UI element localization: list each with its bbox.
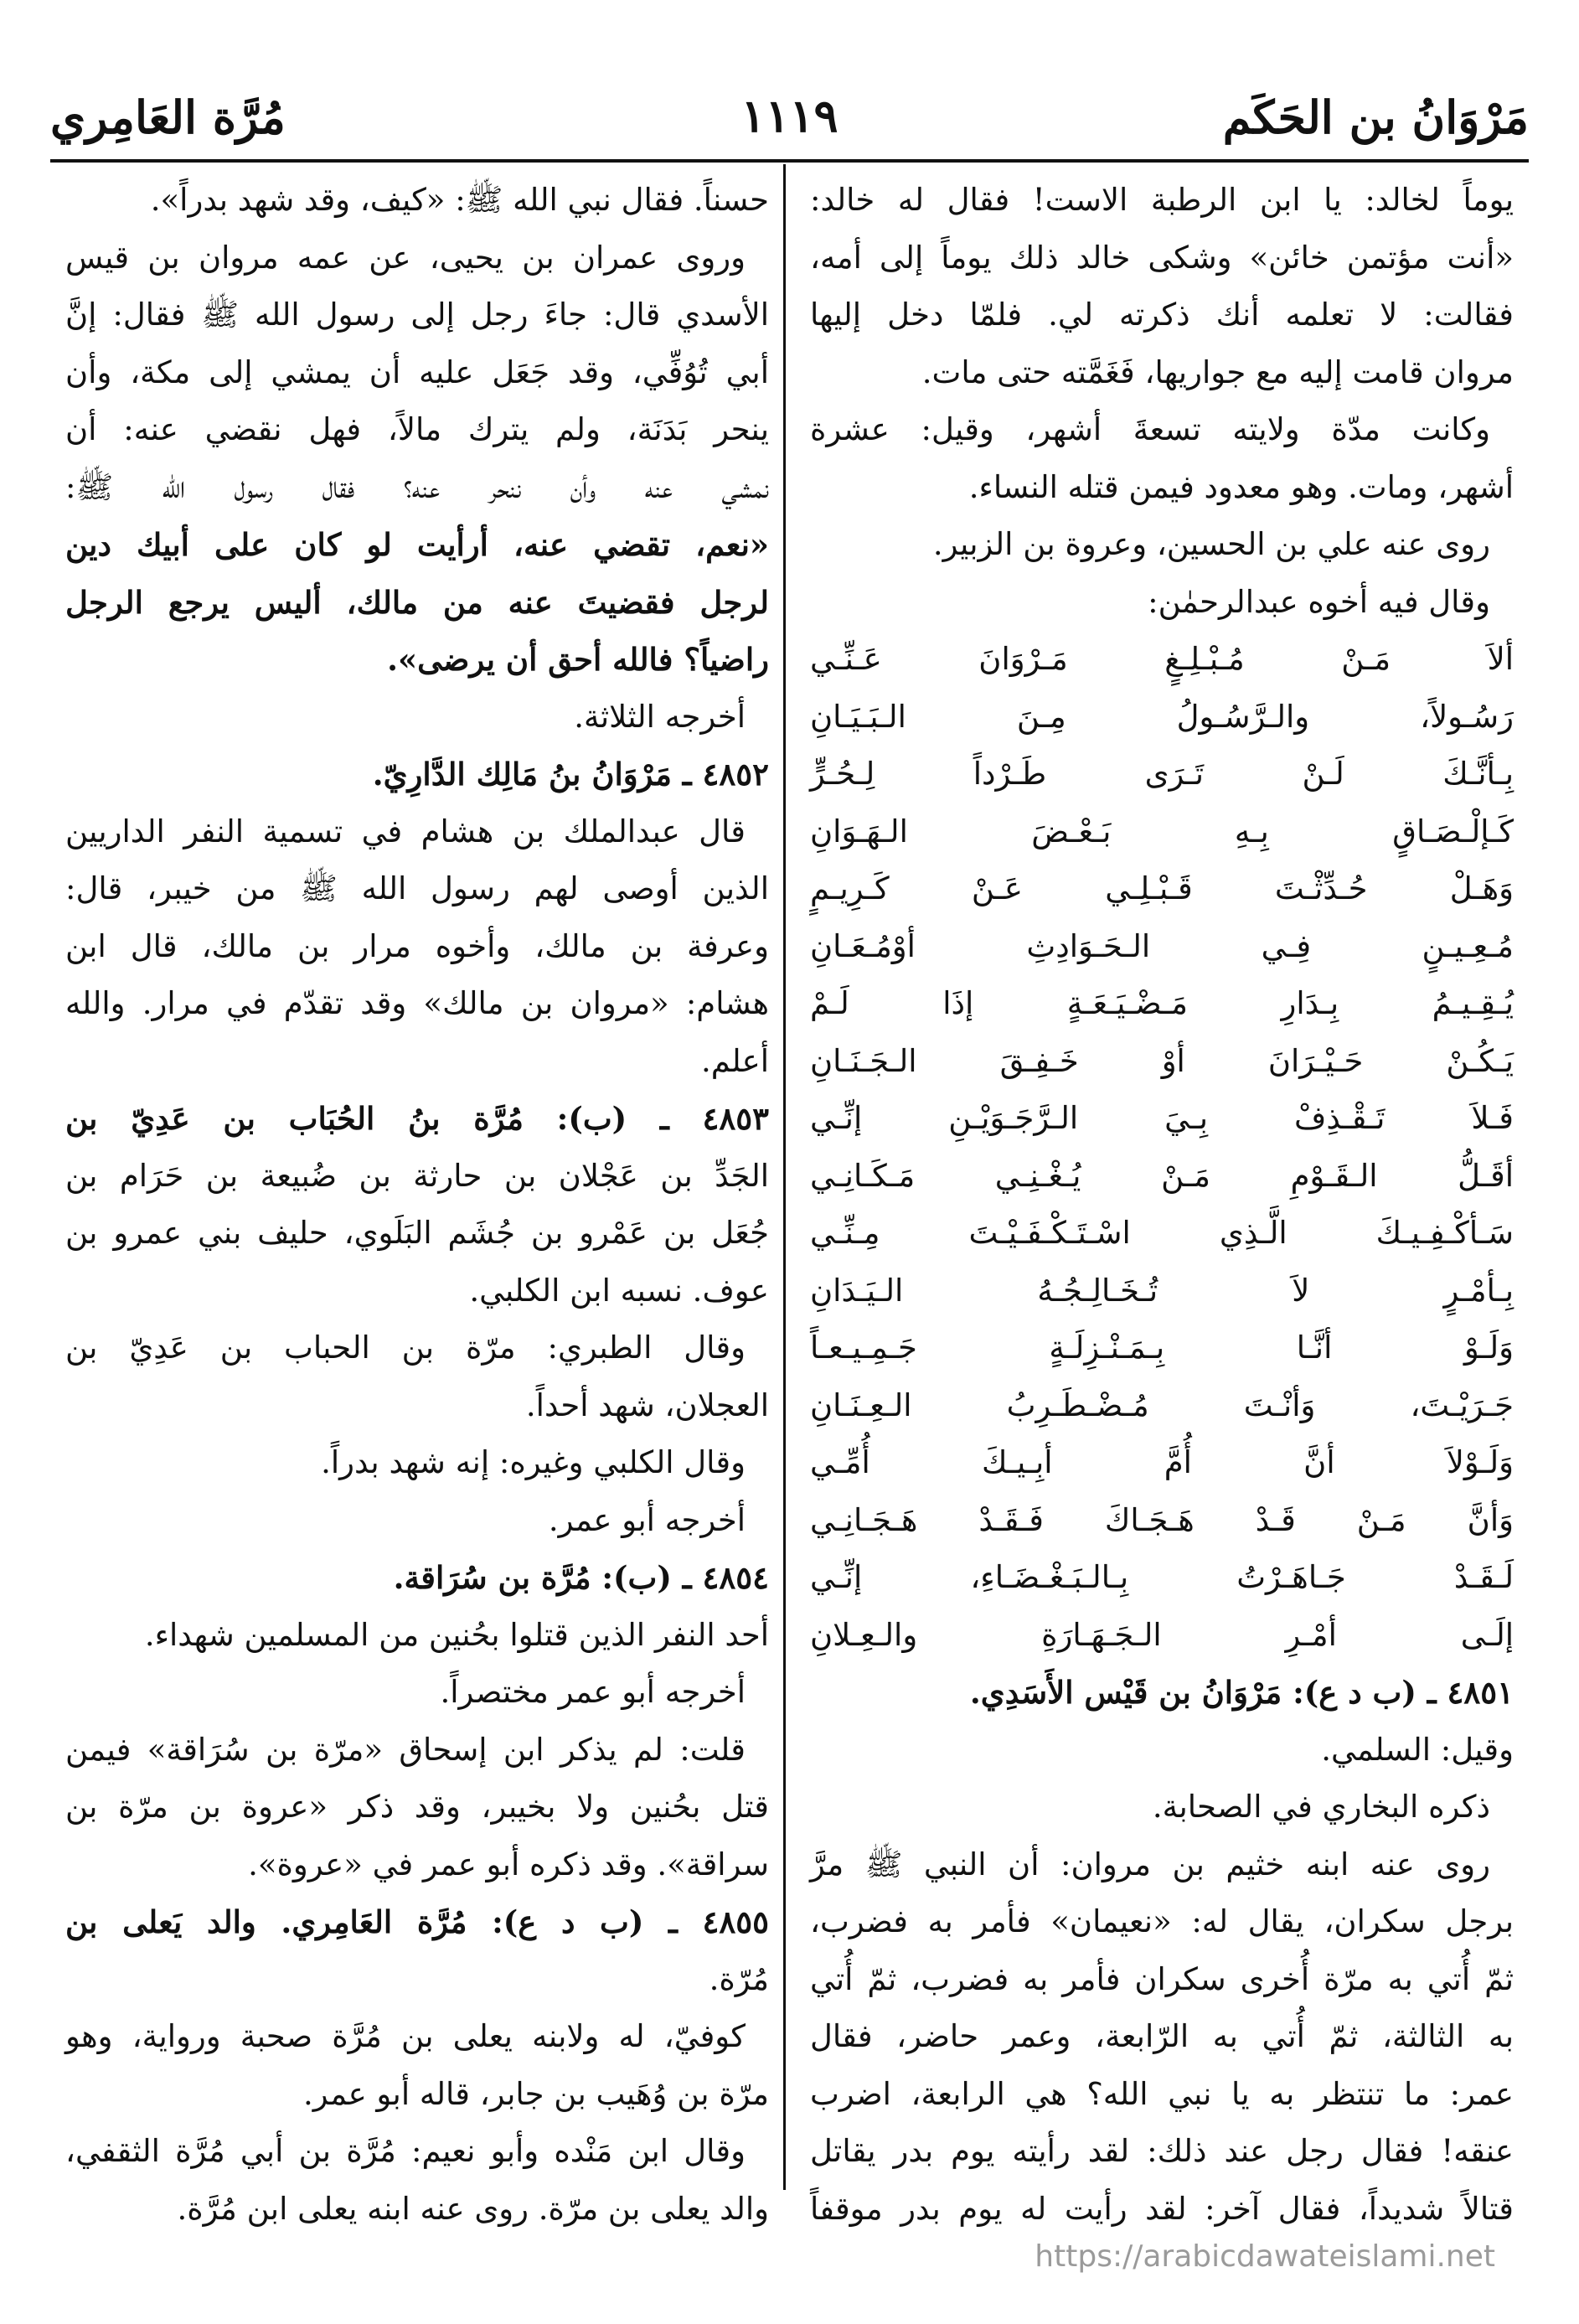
poem-line: يُـقِـيـمُ بِـدَارِ مَـضْـيَـعَـةٍ إذَا لَـمْ (810, 985, 1514, 1021)
text-line: لرجل فقضيتَ عنه من مالك، أليس يرجع الرجل (65, 583, 769, 621)
text-line: يوماً لخالد: يا ابن الرطبة الاست! فقال له خالد: (810, 182, 1514, 218)
running-title-left: مُرَّة العَامِري (50, 90, 286, 144)
text-line: سراقة». وقد ذكره أبو عمر في «عروة». (248, 1846, 769, 1882)
text-line: نمشي عنه وأن ننحر عنه؟ فقال رسول الله ﷺ: (65, 468, 769, 505)
text-line: هشام: «مروان بن مالك» وقد تقدّم في مرار. والله (65, 985, 769, 1021)
poem-line: رَسُـولاً، والـرَّسُـولُ مِـنَ الـبَـيَـانِ (810, 698, 1514, 735)
text-line: عوف. نسبه ابن الكلبي. (469, 1272, 769, 1309)
text-line: وقال فيه أخوه عبدالرحمٰن: (1148, 583, 1490, 620)
column-divider (783, 164, 786, 2190)
right-column (810, 172, 1514, 2227)
entry-heading: ٤٨٥٣ ـ (ب): مُرَّة بنُ الحُبَاب بن عَدِيّ بن (65, 1100, 769, 1137)
text-line: برجل سكران، يقال له: «نعيمان» فأمر به فضرب، (810, 1903, 1514, 1939)
text-line: قلت: لم يذكر ابن إسحاق «مرّة بن سُرَاقة» فيمن (65, 1731, 746, 1768)
header-rule (50, 159, 1529, 163)
text-line: «نعم، تقضي عنه، أرأيت لو كان على أبيك دين (65, 526, 769, 563)
watermark-url: https://arabicdawateislami.net (1035, 2239, 1495, 2274)
text-line: وقيل: السلمي. (1321, 1731, 1514, 1768)
poem-line: جَـرَيْـتَ، وَأنْـتَ مُـضْـطَـرِبُ الـعِـنَـانِ (810, 1387, 1514, 1423)
poem-line: وَهَـلْ حُـدِّثْـتَ قَـبْـلِـي عَـنْ كَـرِيـمٍ (810, 870, 1514, 906)
text-line: ثمّ أُتي به مرّة أُخرى سكران فأمر به فضرب، ثمّ أُتي (810, 1960, 1514, 1997)
text-line: ذكره البخاري في الصحابة. (1152, 1789, 1490, 1825)
left-column (65, 172, 769, 2227)
text-line: وقال الكلبي وغيره: إنه شهد بدراً. (321, 1444, 746, 1480)
entry-heading: ٤٨٥١ ـ (ب د ع): مَرْوَانُ بن قَيْس الأَسَدِي. (969, 1674, 1514, 1711)
poem-line: فَـلاَ تَـقْـذِفْ بِـيَ الـرَّجَـوَيْـنِ إنِّـي (810, 1100, 1514, 1136)
page-number: ١١١٩ (740, 89, 839, 142)
poem-line: أقَـلُّ الـقَـوْمِ مَـنْ يُـغْـنِـي مَـكَـانِـي (810, 1157, 1514, 1194)
text-line: الأسدي قال: جاءَ رجل إلى رسول الله ﷺ فقال: إنَّ (65, 297, 769, 333)
text-line: العجلان، شهد أحداً. (525, 1387, 769, 1423)
text-line: فقالت: لا تعلمه أنك ذكرته لي. فلمّا دخل إليها (810, 297, 1514, 333)
entry-heading: ٤٨٥٤ ـ (ب): مُرَّة بن سُرَاقة. (393, 1559, 769, 1596)
text-line: وكانت مدّة ولايته تسعةَ أشهر، وقيل: عشرة (810, 411, 1490, 447)
text-line: أعلم. (701, 1042, 769, 1079)
text-line: قال عبدالملك بن هشام في تسمية النفر الداريين (65, 813, 746, 850)
poem-line: إلَـى أمْـرِ الـجَـهَـارَةِ والـعِـلانِ (810, 1616, 1514, 1653)
text-line: أخرجه أبو عمر مختصراً. (440, 1674, 746, 1710)
text-line: الذين أوصى لهم رسول الله ﷺ من خيبر، قال: (65, 870, 769, 906)
text-line: مُرّة. (709, 1960, 769, 1997)
text-line: قتل بحُنين ولا بخيبر، وقد ذكر «عروة بن مرّة بن (65, 1789, 769, 1825)
text-line: حسناً. فقال نبي الله ﷺ: «كيف، وقد شهد بدراً». (150, 182, 769, 218)
text-line: عمر: ما تنتظر به يا نبي الله؟ هي الرابعة، اضرب (810, 2075, 1514, 2112)
text-line: قتالاً شديداً، فقال آخر: لقد رأيت له يوم بدر موقفاً (810, 2190, 1514, 2227)
text-line: مرّة بن وُهَيب بن جابر، قاله أبو عمر. (303, 2075, 769, 2112)
poem-line: وَأنَّ مَـنْ قَـدْ هَـجَـاكَ فَـقَـدْ هَـجَـانِـي (810, 1501, 1514, 1538)
poem-line: بِـأمْـرٍ لاَ تُـخَـالِـجُـهُ الـيَـدَانِ (810, 1272, 1514, 1309)
text-line: أشهر، ومات. وهو معدود فيمن قتله النساء. (968, 468, 1514, 505)
text-line: راضياً؟ فالله أحق أن يرضى». (387, 641, 769, 678)
poem-line: يَـكُـنْ حَـيْـرَانَ أوْ خَـفِـقَ الـجَـنَـانِ (810, 1042, 1514, 1079)
text-line: به الثالثة، ثمّ أُتي به الرّابعة، وعمر حاضر، فقال (810, 2018, 1514, 2054)
text-line: وقال ابن مَنْده وأبو نعيم: مُرَّة بن أبي مُرَّة الثقفي، (65, 2133, 746, 2169)
text-line: وقال الطبري: مرّة بن الحباب بن عَدِيّ بن (65, 1330, 746, 1366)
text-line: أبي تُوُفِّي، وقد جَعَل عليه أن يمشي إلى مكة، وأن (65, 354, 769, 390)
text-line: الجَدِّ بن عَجْلان بن حارثة بن ضُبيعة بن حَرَام بن (65, 1157, 769, 1194)
entry-heading: ٤٨٥٥ ـ (ب د ع): مُرَّة العَامِري. والد يَعلى بن (65, 1903, 769, 1940)
text-line: كوفيّ، له ولابنه يعلى بن مُرَّة صحبة ورواية، وهو (65, 2018, 746, 2054)
text-line: عنقه! فقال رجل عند ذلك: لقد رأيته يوم بدر يقاتل (810, 2133, 1514, 2169)
text-line: ينحر بَدَنَة، ولم يترك مالاً، فهل نقضي عنه: أن (65, 411, 769, 447)
text-line: روى عنه ابنه خثيم بن مروان: أن النبي ﷺ مرَّ (810, 1846, 1490, 1882)
text-line: مروان قامت إليه مع جواريها، فَغَمَّته حتى مات. (921, 354, 1514, 390)
poem-line: بِـأنَّـكَ لَـنْ تَـرَى طَـرْداً لِـحُـرٍّ (810, 756, 1514, 792)
text-line: أخرجه أبو عمر. (548, 1501, 746, 1538)
poem-line: وَلَـوْ أنَّـا بِـمَـنْـزِلَـةٍ جَـمِـيـعـاً (810, 1330, 1514, 1366)
poem-line: كَـإلْـصَـاقٍ بِـهِ بَـعْـضَ الـهَـوَانِ (810, 813, 1514, 850)
entry-heading: ٤٨٥٢ ـ مَرْوَانُ بنُ مَالِك الدَّارِيّ. (372, 756, 769, 793)
running-title-right: مَرْوَانُ بن الحَكَم (1222, 90, 1529, 144)
poem-line: ألاَ مَـنْ مُـبْـلِـغٍ مَـرْوَانَ عَـنِّـي (810, 641, 1514, 677)
text-line: روى عنه علي بن الحسين، وعروة بن الزبير. (932, 526, 1490, 562)
text-line: أخرجه الثلاثة. (574, 698, 746, 735)
page-header (50, 84, 1529, 151)
poem-line: سَـأكْـفِـيـكَ الَّـذِي اسْـتَـكْـفَـيْـتَ مِـنِّـي (810, 1215, 1514, 1251)
text-line: «أنت مؤتمن خائن» وشكى خالد ذلك يوماً إلى أمه، (810, 239, 1514, 276)
text-line: وعرفة بن مالك، وأخوه مرار بن مالك، قال ابن (65, 927, 769, 964)
poem-line: وَلَـوْلاَ أنَّ أُمَّ أبِـيـكَ أُمِّـي (810, 1444, 1514, 1480)
poem-line: لَـقَـدْ جَـاهَـرْتُ بِـالـبَـغْـضَـاءِ، إنِّـي (810, 1559, 1514, 1595)
text-line: جُعَل بن عَمْرو بن جُشَم البَلَوي، حليف بني عمرو بن (65, 1215, 769, 1251)
text-line: أحد النفر الذين قتلوا بحُنين من المسلمين شهداء. (144, 1616, 769, 1653)
text-line: وروى عمران بن يحيى، عن عمه مروان بن قيس (65, 239, 746, 276)
poem-line: مُـعِـيـنٍ فِـي الـحَـوَادِثِ أوْمُـعَـانِ (810, 927, 1514, 964)
text-line: والد يعلى بن مرّة. روى عنه ابنه يعلى ابن مُرَّة. (177, 2190, 769, 2227)
